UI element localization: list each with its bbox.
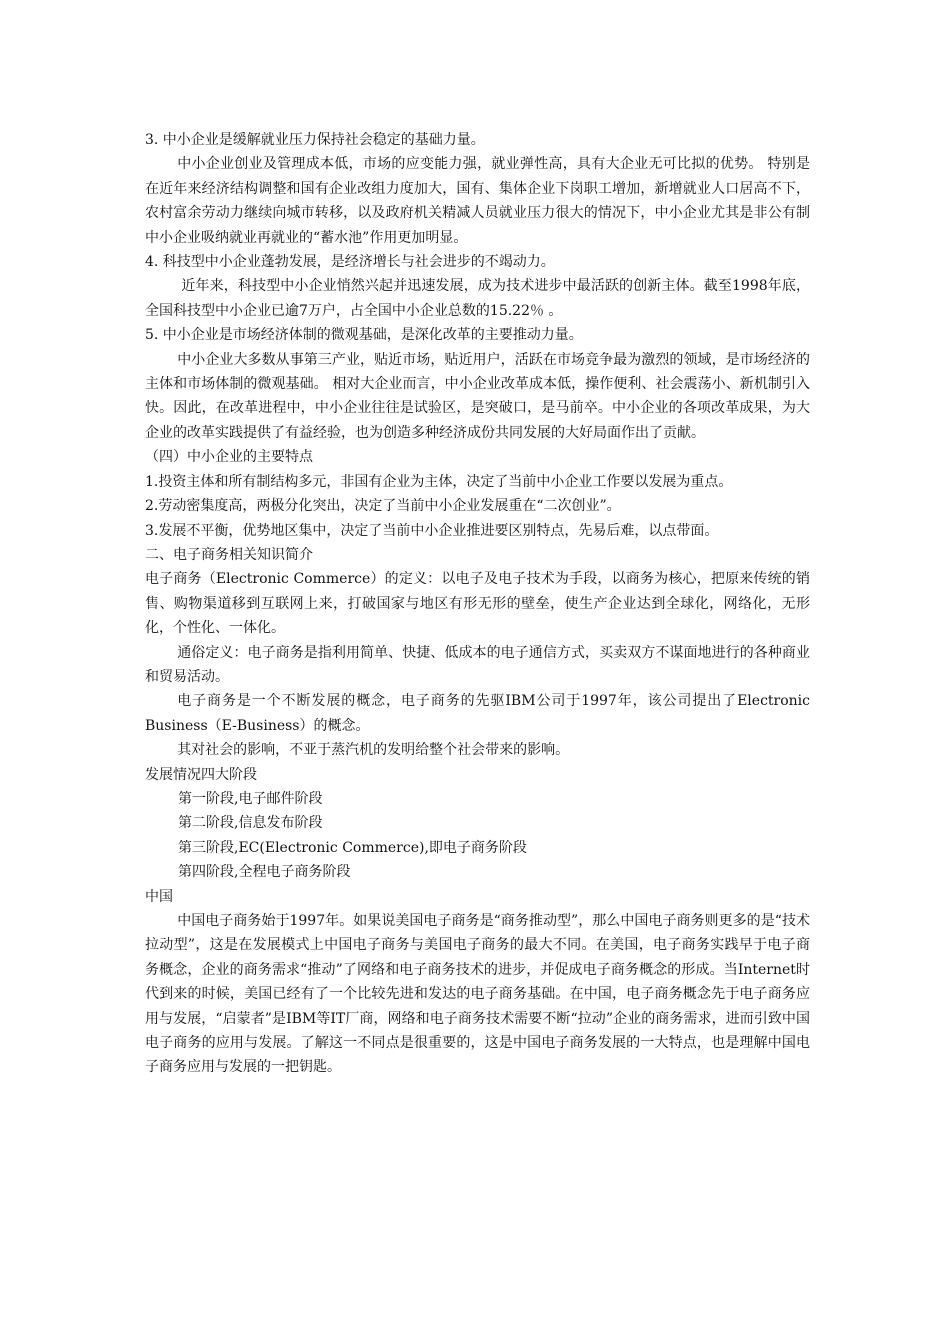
- stages-heading: 发展情况四大阶段: [145, 766, 257, 783]
- stage-item-1: 第一阶段,电子邮件阶段: [178, 790, 323, 807]
- body-paragraph: 中小企业大多数从事第三产业，贴近市场，贴近用户，活跃在市场竞争最为激烈的领域，是市场经济的主体和市场体制的微观基础。 相对大企业而言，中小企业改革成本低，操作便利、社会震荡小、新机制引入快。因此，在改革进程中，中小企业往往是试验区，是突破口，是马前卒。中小企业的各项改革成果，为大企业的改革实践提供了有益经验，也为创造多种经济成份共同发展的大好局面作出了贡献。: [145, 351, 810, 441]
- definition-paragraph: 电子商务（Electronic Commerce）的定义：以电子及电子技术为手段，以商务为核心，把原来传统的销售、购物渠道移到互联网上来，打破国家与地区有形无形的壁垒，使生产企业达到全球化，网络化，无形化，个性化、一体化。: [145, 571, 810, 637]
- feature-item-2: 2.劳动密集度高，两极分化突出，决定了当前中小企业发展重在“二次创业”。: [145, 498, 621, 515]
- stage-item-3: 第三阶段,EC(Electronic Commerce),即电子商务阶段: [178, 839, 527, 856]
- section-heading-features: （四）中小企业的主要特点: [145, 449, 313, 466]
- heading-item-4: 4. 科技型中小企业蓬勃发展，是经济增长与社会进步的不竭动力。: [145, 254, 555, 271]
- stage-item-2: 第二阶段,信息发布阶段: [178, 815, 323, 832]
- heading-item-5: 5. 中小企业是市场经济体制的微观基础，是深化改革的主要推动力量。: [145, 327, 583, 344]
- body-paragraph: 通俗定义：电子商务是指利用简单、快捷、低成本的电子通信方式，买卖双方不谋面地进行的各种商业和贸易活动。: [145, 644, 810, 685]
- body-paragraph: 其对社会的影响，不亚于蒸汽机的发明给整个社会带来的影响。: [177, 742, 570, 759]
- body-paragraph: 电子商务是一个不断发展的概念，电子商务的先驱IBM公司于1997年，该公司提出了Electronic Business（E-Business）的概念。: [145, 693, 810, 734]
- china-heading: 中国: [145, 888, 173, 905]
- body-paragraph: 中国电子商务始于1997年。如果说美国电子商务是“商务推动型”，那么中国电子商务则更多的是“技术拉动型”，这是在发展模式上中国电子商务与美国电子商务的最大不同。在美国，电子商务实践早于电子商务概念，企业的商务需求“推动”了网络和电子商务技术的进步，并促成电子商务概念的形成。当Internet时代到来的时候，美国已经有了一个比较先进和发达的电子商务基础。在中国，电子商务概念先于电子商务应用与发展，“启蒙者”是IBM等IT厂商，网络和电子商务技术需要不断“拉动”企业的商务需求，进而引致中国电子商务的应用与发展。了解这一不同点是很重要的，这是中国电子商务发展的一大特点，也是理解中国电子商务应用与发展的一把钥匙。: [145, 913, 810, 1076]
- section-heading-ecommerce: 二、电子商务相关知识简介: [145, 546, 313, 563]
- heading-item-3: 3. 中小企业是缓解就业压力保持社会稳定的基础力量。: [145, 132, 485, 148]
- feature-item-1: 1.投资主体和所有制结构多元，非国有企业为主体，决定了当前中小企业工作要以发展为重点。: [145, 473, 733, 490]
- document-body: [145, 128, 810, 1080]
- body-paragraph: 中小企业创业及管理成本低，市场的应变能力强，就业弹性高，具有大企业无可比拟的优势。 特别是在近年来经济结构调整和国有企业改组力度加大，国有、集体企业下岗职工增加，新增就业人口居高不下，农村富余劳动力继续向城市转移，以及政府机关精减人员就业压力很大的情况下，中小企业尤其是非公有制中小企业吸纳就业再就业的“蓄水池”作用更加明显。: [145, 156, 810, 246]
- feature-item-3: 3.发展不平衡，优势地区集中，决定了当前中小企业推进要区别特点，先易后难，以点带面。: [145, 522, 719, 539]
- body-paragraph: 近年来，科技型中小企业悄然兴起并迅速发展，成为技术进步中最活跃的创新主体。截至1998年底，全国科技型中小企业已逾7万户，占全国中小企业总数的15.22％ 。: [145, 278, 810, 319]
- stage-item-4: 第四阶段,全程电子商务阶段: [178, 864, 351, 881]
